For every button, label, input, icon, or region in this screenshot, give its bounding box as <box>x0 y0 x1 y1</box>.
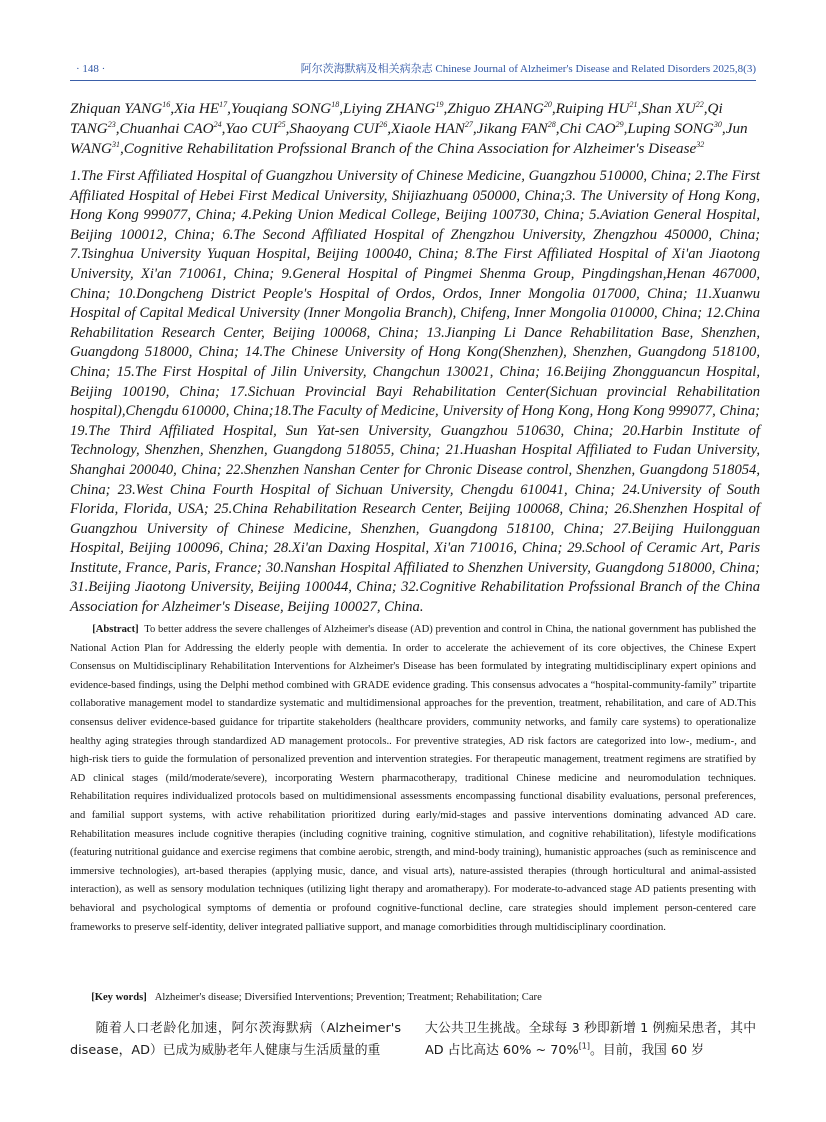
author-separator: , <box>119 140 124 157</box>
author-affiliation-marker: 28 <box>547 119 556 129</box>
author-separator: , <box>339 100 344 117</box>
author-name: Jikang FAN <box>476 120 548 137</box>
author-affiliation-marker: 25 <box>277 119 286 129</box>
author-separator: , <box>227 100 231 117</box>
author-name: Ruiping HU <box>555 100 630 117</box>
body-text <box>70 1018 756 1062</box>
author-affiliation-marker: 16 <box>162 99 171 109</box>
author-name: Shan XU <box>641 100 696 117</box>
abstract-label: [Abstract] <box>92 624 139 635</box>
author-affiliation-marker: 32 <box>696 139 705 149</box>
author-name: Xia HE <box>174 100 220 117</box>
body-right-text: 大公共卫生挑战。全球每 3 秒即新增 1 例痴呆患者，其中 AD 占比高达 60% ~ 70% <box>425 1021 756 1058</box>
author-affiliation-marker: 17 <box>219 99 228 109</box>
keywords <box>70 989 756 1007</box>
journal-title: 阿尔茨海默病及相关病杂志 Chinese Journal of Alzheimer's Disease and Related Disorders 2025,8(3) <box>300 63 756 75</box>
page-header <box>70 58 756 81</box>
author-separator: , <box>285 120 290 137</box>
body-left-column: 随着人口老龄化加速，阿尔茨海默病（Alzheimer's disease，AD）已成为威胁老年人健康与生活质量的重 <box>70 1021 401 1058</box>
author-affiliation-marker: 30 <box>713 119 722 129</box>
author-name: Zhiquan YANG <box>70 100 163 117</box>
abstract <box>70 621 756 937</box>
abstract-text: To better address the severe challenges of Alzheimer's disease (AD) prevention and control in China, the national government has published the National Action Plan for Addressing the elderly people with dementia. In order to accelerate the achievement of its core objectives, the Chinese Expert Consensus on Multidisciplinary Rehabilitation Interventions for Alzheimer's Disease has been formulated by integrating multidisciplinary expert opinions and evidence-based findings, using the Delphi method combined with GRADE evidence grading. This consensus advocates a “hospital-community-family” tripartite collaborative management model to standardize systematic and multidimensional approaches for the prevention, treatment, rehabilitation, and care of AD.This consensus deliver evidence-based guidance for tripartite stakeholders (healthcare providers, community networks, and family care systems) to operationalize healthy aging strategies through standardized AD management protocols.. For preventive strategies, AD risk factors are categorized into low-, medium-, and high-risk tiers to guide the formulation of personalized prevention and intervention strategies. For therapeutic management, treatment regimens are stratified by AD clinical stages (mild/moderate/severe), incorporating Western pharmacotherapy, traditional Chinese medicine and neuromodulation techniques. Rehabilitation requires individualized protocols based on multidimensional assessments encompassing functional disability evaluations, personal preferences, and familial support systems, with active rehabilitation prioritized during early/mid-stages and passive interventions dominating advanced AD care. Rehabilitation measures include cognitive therapies (including cognitive training, cognitive stimulation, and cognitive rehabilitation), lifestyle modifications (featuring nutritional guidance and exercise regimens that combine aerobic, strength, and mind-body training), humanistic approaches (such as reminiscence and immersive technologies), art-based therapies (applying music, dance, and visual arts), nature-assisted therapies (through horticultural and animal-assisted interaction), as well as sensory modulation techniques (utilizing light therapy and aromatherapy). For moderate-to-advanced stage AD patients presenting with behavioral and psychological symptoms of dementia or profound cognitive-functional decline, care strategies should implement person-centered care frameworks to preserve self-identity, deliver integrated palliative support, and manage comorbidities through multidisciplinary coordination. <box>70 624 757 933</box>
author-name: Jun WANG <box>70 120 748 157</box>
body-right-text-continued: 。目前，我国 60 岁 <box>590 1043 705 1058</box>
affiliations: 1.The First Affiliated Hospital of Guangzhou University of Chinese Medicine, Guangzhou 510000, China; 2.The First Affiliated Hospital of Hebei First Medical University, Shijiazhuang 050000, China;3. The University of Hong Kong, Hong Kong 999077, China; 4.Peking Union Medical College, Beijing 100730, China; 5.Aviation General Hospital, Beijing 100012, China; 6.The Second Affiliated Hospital of Zhengzhou University, Zhengzhou 450000, China; 7.Tsinghua University Yuquan Hospital, Beijing 100040, China; 8.The First Affiliated Hospital of Xi'an Jiaotong University, Xi'an 710061, China; 9.General Hospital of Pingmei Shenma Group, Pingdingshan,Henan 467000, China; 10.Dongcheng District People's Hospital of Ordos, Ordos, Inner Mongolia 017000, China; 11.Xuanwu Hospital of Capital Medical University (Inner Mongolia Branch), Chifeng, Inner Mongolia 010000, China; 12.China Rehabilitation Research Center, Beijing 100068, China; 13.Jianping Li Dance Rehabilitation Base, Shenzhen, Guangdong 518000, China; 14.The Chinese University of Hong Kong(Shenzhen), Shenzhen, Guangdong 518100, China; 15.The First Hospital of Jilin University, Changchun 130021, China; 16.Beijing Zhongguancun Hospital, Beijing 100190, China; 17.Sichuan Provincial Bayi Rehabilitation Center(Sichuan provincial Rehabilitation hospital),Chengdu 610000, China;18.The Faculty of Medicine, University of Hong Kong, Hong Kong 999077, China; 19.The Third Affiliated Hospital, Sun Yat-sen University, Guangzhou 510630, China; 20.Harbin Institute of Technology, Shenzhen, Shenzhen, Guangdong 518055, China; 21.Huashan Hospital Affiliated to Fudan University, Shanghai 200040, China; 22.Shenzhen Nanshan Center for Chronic Disease control, Shenzhen, Guangdong 518054, China; 23.West China Fourth Hospital of Sichuan University, Chengdu 610041, China; 24.University of South Florida, Florida, USA; 25.China Rehabilitation Research Center, Beijing 100068, China; 26.Shenzhen Hospital of Guangzhou University of Chinese Medicine, Shenzhen, Guangdong 518100, China; 27.Beijing Huilongguan Hospital, Beijing 100096, China; 28.Xi'an Daxing Hospital, Xi'an 710016, China; 29.School of Ceramic Art, Paris Institute, France, Paris, France; 30.Nanshan Hospital Affiliated to Shenzhen University, Guangdong 518000, China; 31.Beijing Jiaotong University, Beijing 100044, China; 32.Cognitive Rehabilitation Profssional Branch of the China Association for Alzheimer's Disease, Beijing 100027, China. <box>70 168 760 616</box>
author-affiliation-marker: 24 <box>213 119 222 129</box>
author-separator: , <box>387 120 392 137</box>
author-name: Chuanhai CAO <box>119 120 214 137</box>
author-name: Yao CUI <box>225 120 278 137</box>
author-separator: , <box>703 100 708 117</box>
author-list <box>70 99 760 159</box>
author-name: Youqiang SONG <box>230 100 332 117</box>
author-name: Shaoyang CUI <box>289 120 380 137</box>
body-right-column <box>425 1018 756 1062</box>
author-affiliation-marker: 29 <box>615 119 624 129</box>
author-separator: , <box>721 120 726 137</box>
author-name: Qi TANG <box>70 100 723 137</box>
author-affiliation-marker: 18 <box>331 99 340 109</box>
author-separator: , <box>623 120 628 137</box>
keywords-text: Alzheimer's disease; Diversified Interventions; Prevention; Treatment; Rehabilitation; Care <box>154 992 542 1003</box>
author-affiliation-marker: 22 <box>695 99 704 109</box>
reference-marker[interactable]: [1] <box>578 1041 591 1051</box>
author-separator: , <box>555 120 560 137</box>
author-affiliation-marker: 19 <box>435 99 444 109</box>
keywords-label: [Key words] <box>91 992 147 1003</box>
author-affiliation-marker: 27 <box>464 119 473 129</box>
author-separator: , <box>472 120 477 137</box>
author-name: Liying ZHANG <box>343 100 436 117</box>
author-separator: , <box>170 100 174 117</box>
author-separator: , <box>637 100 642 117</box>
author-name: Xiaole HAN <box>391 120 465 137</box>
author-affiliation-marker: 20 <box>543 99 552 109</box>
author-affiliation-marker: 26 <box>379 119 388 129</box>
author-affiliation-marker: 23 <box>107 119 116 129</box>
author-separator: , <box>443 100 448 117</box>
author-separator: , <box>221 120 226 137</box>
author-name: Cognitive Rehabilitation Profssional Branch of the China Association for Alzheimer's Disease <box>123 140 697 157</box>
author-name: Chi CAO <box>559 120 616 137</box>
author-separator: , <box>551 100 556 117</box>
page-number: · 148 · <box>76 63 106 75</box>
author-affiliation-marker: 21 <box>629 99 638 109</box>
author-name: Luping SONG <box>627 120 714 137</box>
author-separator: , <box>115 120 120 137</box>
author-affiliation-marker: 31 <box>111 139 120 149</box>
author-name: Zhiguo ZHANG <box>447 100 544 117</box>
